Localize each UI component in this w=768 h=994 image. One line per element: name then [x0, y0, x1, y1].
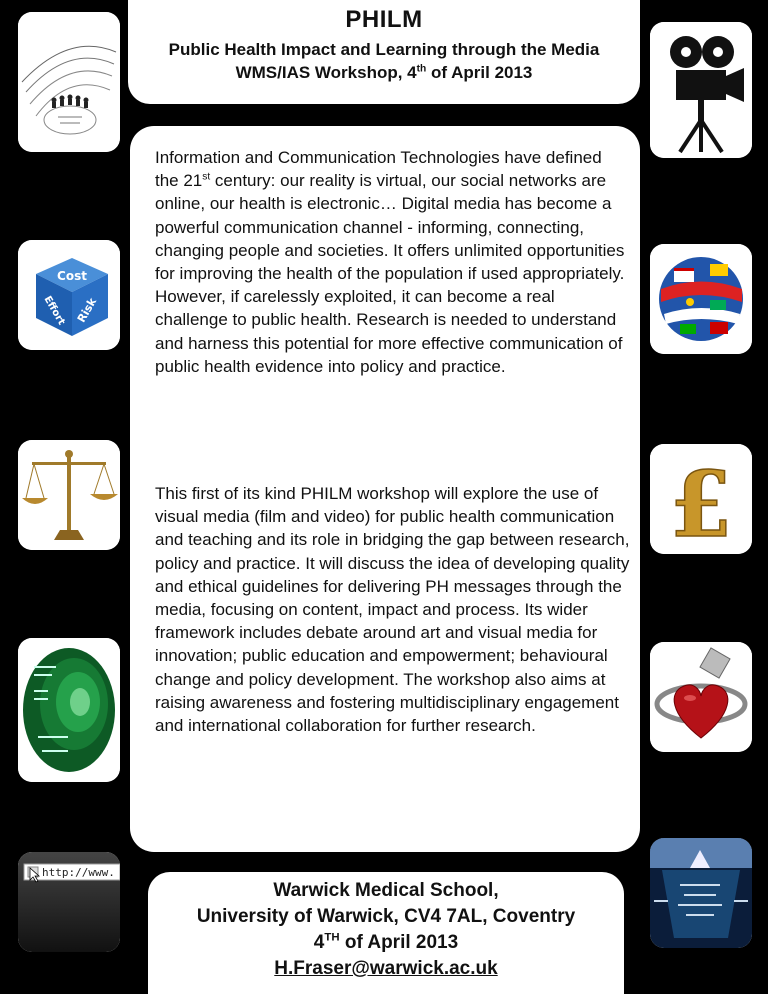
footer-panel — [148, 872, 624, 994]
pound-sign-image — [650, 444, 752, 554]
pound-sign-icon — [650, 444, 752, 554]
risk-dice-image — [18, 240, 120, 350]
workshop-prefix: WMS/IAS Workshop, 4 — [235, 63, 417, 82]
school-name: Warwick Medical School, — [273, 880, 499, 901]
iceberg-image — [650, 838, 752, 948]
heart-usb-icon — [650, 642, 752, 752]
green-diagram-icon — [18, 638, 120, 782]
framework-diagram-image — [18, 12, 120, 152]
browser-address-image — [18, 852, 120, 952]
main-panel — [130, 126, 640, 852]
footer-date-sup: TH — [324, 931, 340, 944]
scales-icon — [18, 440, 120, 550]
workshop-sup: th — [416, 63, 427, 75]
dice-icon — [18, 240, 120, 350]
intro-text-b: century: our reality is virtual, our social networks are online, our health is electronic… Digital media has become a powerful communication channel - informing, connecting, changing people and societies. It offers unlimited opportunities for improving the health of the population if used appropriately. However, if carelessly exploited, it can become a real challenge to public health. Research is needed to understand and harness this potential for more effective communication of public health evidence into policy and practice. — [155, 171, 625, 376]
framework-diagram-icon — [18, 12, 120, 152]
heart-cable-image — [650, 642, 752, 752]
svg-text:£: £ — [669, 452, 733, 554]
film-projector-icon — [650, 22, 752, 158]
globe-flags-image — [650, 244, 752, 354]
green-diagram-image — [18, 638, 120, 782]
scales-image — [18, 440, 120, 550]
intro-paragraph — [155, 146, 625, 378]
workshop-suffix: of April 2013 — [426, 63, 533, 82]
page-title: PHILM — [345, 6, 423, 33]
projector-image — [650, 22, 752, 158]
iceberg-icon — [650, 838, 752, 948]
dice-word-risk: Risk — [74, 295, 100, 325]
header-panel — [128, 0, 640, 104]
url-text: http://www. — [42, 866, 115, 879]
dice-word-effort: Effort — [41, 294, 67, 328]
intro-sup: st — [202, 171, 211, 183]
browser-address-icon — [18, 852, 120, 952]
address: University of Warwick, CV4 7AL, Coventry — [196, 906, 576, 927]
footer-date-prefix: 4 — [313, 932, 325, 953]
workshop-paragraph: This first of its kind PHILM workshop will explore the use of visual media (film and video) for public health communication and teaching and its role in bridging the gap between research, policy and practice. It will discuss the idea of developing quality and ethical guidelines for delivering PH messages through the media, focusing on content, impact and process. Its wider framework includes debate around art and visual media for innovation; public education and empowerment; behavioural change and policy development. The workshop also aims at raising awareness and fostering multidisciplinary engagement and international collaboration for further research. — [155, 484, 630, 736]
subtitle: Public Health Impact and Learning through the Media — [168, 40, 600, 59]
contact-email-link[interactable]: H.Fraser@warwick.ac.uk — [274, 958, 498, 979]
globe-flags-icon — [650, 244, 752, 354]
dice-word-cost: Cost — [57, 269, 87, 283]
footer-date — [148, 930, 624, 956]
intro-text-a: Information and Communication Technologies have defined the 21 — [155, 148, 602, 191]
workshop-date — [128, 61, 640, 84]
footer-date-suffix: of April 2013 — [339, 932, 459, 953]
